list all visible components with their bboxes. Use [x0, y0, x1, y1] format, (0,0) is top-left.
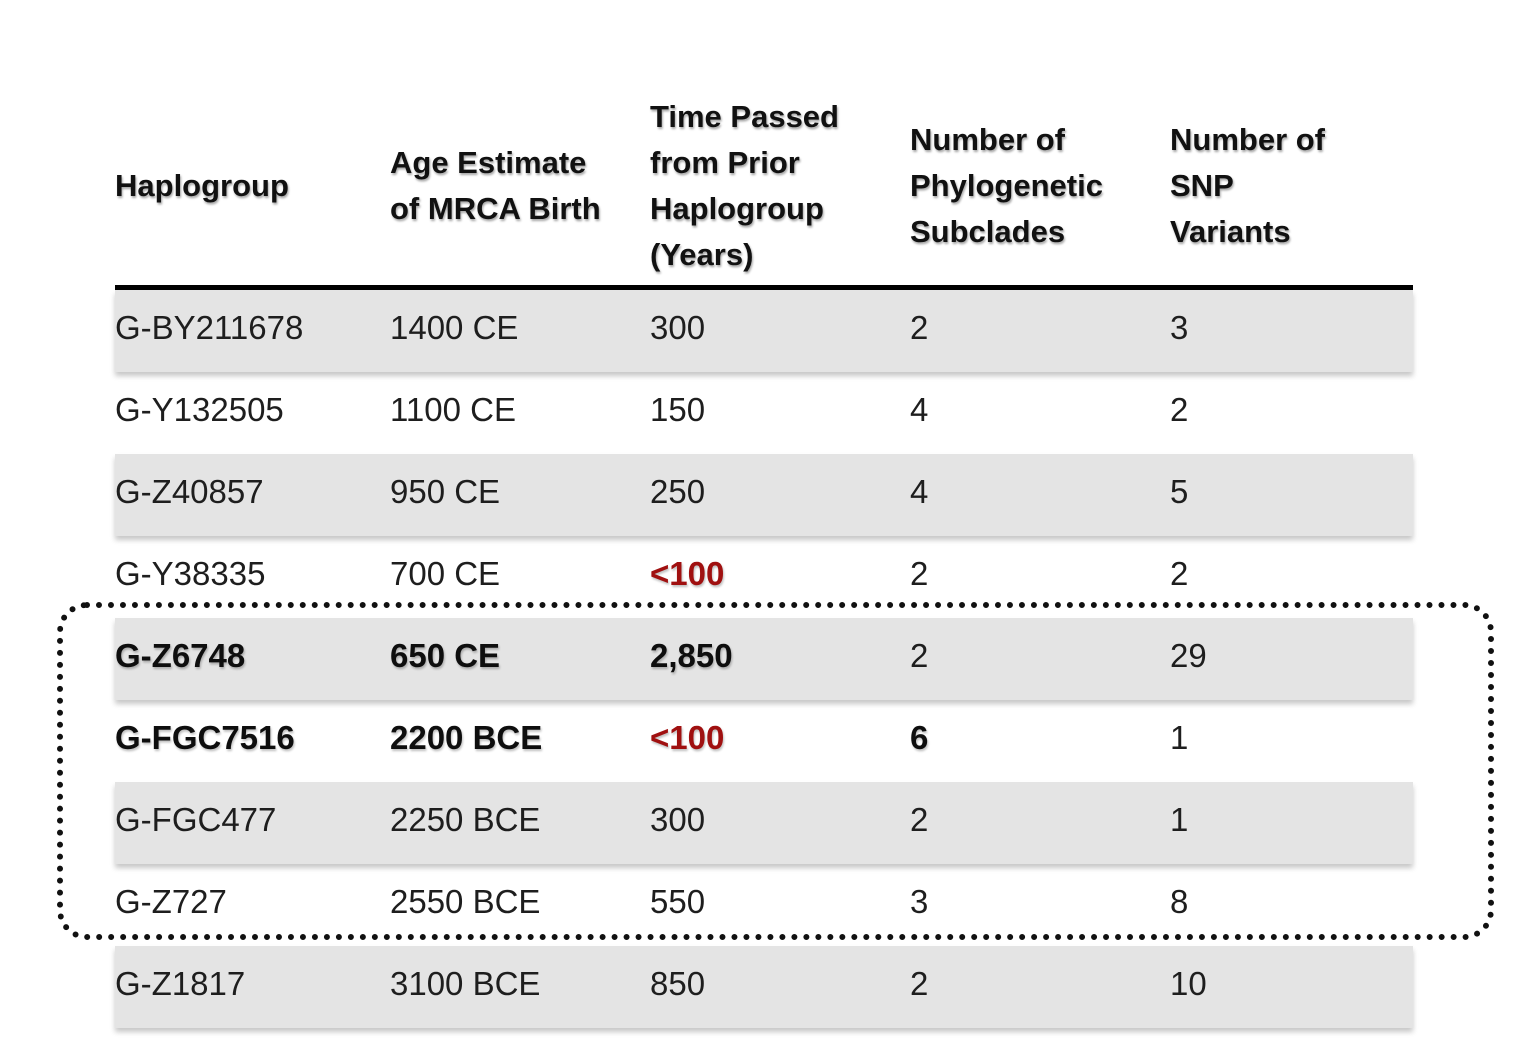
cell-age-estimate: 3100 BCE	[390, 965, 541, 1002]
cell-snp-variants: 2	[1170, 555, 1189, 592]
table-row	[115, 700, 1413, 782]
cell-age-estimate: 1100 CE	[390, 391, 516, 428]
cell-snp-variants: 29	[1170, 637, 1207, 674]
cell-age-estimate: 2550 BCE	[390, 883, 541, 920]
cell-subclades: 3	[910, 883, 929, 920]
cell-subclades: 2	[910, 965, 929, 1002]
table-row	[115, 618, 1413, 700]
cell-time-passed: <100	[650, 719, 725, 756]
cell-haplogroup: G-Y38335	[115, 555, 266, 592]
cell-subclades: 4	[910, 391, 929, 428]
cell-time-passed: 250	[650, 473, 706, 510]
header-snp-variants: Number of SNP Variants	[1170, 121, 1325, 249]
cell-haplogroup: G-Z6748	[115, 637, 246, 674]
header-age-estimate: Age Estimate of MRCA Birth	[390, 144, 601, 226]
cell-snp-variants: 8	[1170, 883, 1189, 920]
cell-time-passed: 150	[650, 391, 706, 428]
cell-subclades: 2	[910, 637, 929, 674]
cell-subclades: 6	[910, 719, 929, 756]
cell-subclades: 2	[910, 309, 929, 346]
header-time-passed: Time Passed from Prior Haplogroup (Years)	[650, 98, 839, 272]
cell-snp-variants: 1	[1170, 719, 1189, 756]
table-header-row	[115, 86, 1413, 290]
cell-age-estimate: 700 CE	[390, 555, 501, 592]
table-row	[115, 864, 1413, 946]
cell-snp-variants: 3	[1170, 309, 1189, 346]
cell-time-passed: <100	[650, 555, 725, 592]
table-row	[115, 372, 1413, 454]
cell-age-estimate: 1400 CE	[390, 309, 519, 346]
cell-time-passed: 300	[650, 801, 706, 838]
cell-subclades: 4	[910, 473, 929, 510]
table-row	[115, 782, 1413, 864]
cell-haplogroup: G-Z1817	[115, 965, 246, 1002]
table-row	[115, 290, 1413, 372]
cell-time-passed: 300	[650, 309, 706, 346]
cell-haplogroup: G-Y132505	[115, 391, 284, 428]
cell-snp-variants: 5	[1170, 473, 1189, 510]
cell-age-estimate: 950 CE	[390, 473, 501, 510]
cell-age-estimate: 650 CE	[390, 637, 501, 674]
cell-haplogroup: G-FGC477	[115, 801, 277, 838]
cell-time-passed: 850	[650, 965, 706, 1002]
cell-haplogroup: G-FGC7516	[115, 719, 295, 756]
cell-age-estimate: 2200 BCE	[390, 719, 543, 756]
cell-subclades: 2	[910, 555, 929, 592]
table-body	[115, 290, 1413, 1028]
cell-subclades: 2	[910, 801, 929, 838]
cell-age-estimate: 2250 BCE	[390, 801, 541, 838]
cell-time-passed: 550	[650, 883, 706, 920]
table-row	[115, 454, 1413, 536]
cell-snp-variants: 2	[1170, 391, 1189, 428]
cell-snp-variants: 10	[1170, 965, 1207, 1002]
haplogroup-table	[115, 86, 1413, 1028]
header-subclades: Number of Phylogenetic Subclades	[910, 121, 1103, 249]
table-row	[115, 946, 1413, 1028]
cell-haplogroup: G-Z40857	[115, 473, 264, 510]
cell-time-passed: 2,850	[650, 637, 733, 674]
header-haplogroup: Haplogroup	[115, 167, 289, 203]
cell-haplogroup: G-BY211678	[115, 309, 304, 346]
cell-snp-variants: 1	[1170, 801, 1189, 838]
cell-haplogroup: G-Z727	[115, 883, 227, 920]
table-row	[115, 536, 1413, 618]
